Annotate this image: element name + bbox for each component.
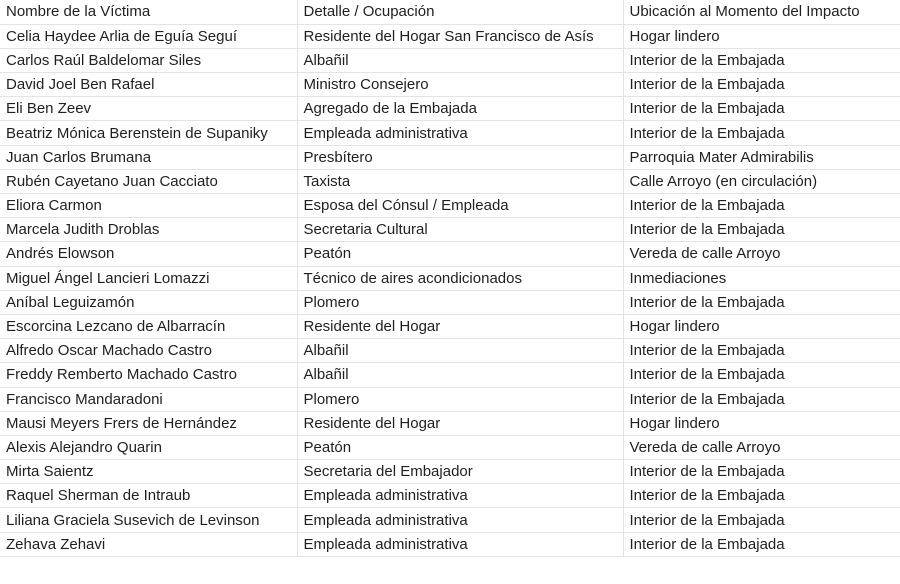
- cell-location[interactable]: Parroquia Mater Admirabilis: [623, 145, 900, 169]
- cell-location[interactable]: Interior de la Embajada: [623, 532, 900, 556]
- cell-location[interactable]: Interior de la Embajada: [623, 387, 900, 411]
- cell-occupation[interactable]: Presbítero: [297, 145, 623, 169]
- cell-occupation[interactable]: Secretaria del Embajador: [297, 460, 623, 484]
- cell-occupation[interactable]: Albañil: [297, 48, 623, 72]
- table-row: [0, 48, 900, 72]
- cell-occupation[interactable]: Residente del Hogar San Francisco de Asís: [297, 24, 623, 48]
- cell-occupation[interactable]: Peatón: [297, 435, 623, 459]
- cell-occupation[interactable]: Taxista: [297, 169, 623, 193]
- cell-occupation[interactable]: Secretaria Cultural: [297, 218, 623, 242]
- cell-name[interactable]: Eliora Carmon: [0, 194, 297, 218]
- table-row: [0, 73, 900, 97]
- cell-name[interactable]: Aníbal Leguizamón: [0, 290, 297, 314]
- cell-name[interactable]: Liliana Graciela Susevich de Levinson: [0, 508, 297, 532]
- cell-name[interactable]: Zehava Zehavi: [0, 532, 297, 556]
- cell-name[interactable]: Mausi Meyers Frers de Hernández: [0, 411, 297, 435]
- cell-location[interactable]: Vereda de calle Arroyo: [623, 242, 900, 266]
- cell-occupation[interactable]: Residente del Hogar: [297, 411, 623, 435]
- cell-occupation[interactable]: Plomero: [297, 290, 623, 314]
- cell-name[interactable]: Raquel Sherman de Intraub: [0, 484, 297, 508]
- cell-location[interactable]: Interior de la Embajada: [623, 508, 900, 532]
- table-row: [0, 435, 900, 459]
- table-row: [0, 145, 900, 169]
- table-row: [0, 460, 900, 484]
- cell-name[interactable]: Beatriz Mónica Berenstein de Supaniky: [0, 121, 297, 145]
- cell-location[interactable]: Interior de la Embajada: [623, 363, 900, 387]
- cell-name[interactable]: Eli Ben Zeev: [0, 97, 297, 121]
- cell-name[interactable]: Carlos Raúl Baldelomar Siles: [0, 48, 297, 72]
- cell-occupation[interactable]: Esposa del Cónsul / Empleada: [297, 194, 623, 218]
- cell-occupation[interactable]: Ministro Consejero: [297, 73, 623, 97]
- cell-name[interactable]: Escorcina Lezcano de Albarracín: [0, 314, 297, 338]
- cell-occupation[interactable]: Residente del Hogar: [297, 314, 623, 338]
- cell-location[interactable]: Interior de la Embajada: [623, 460, 900, 484]
- cell-location[interactable]: Hogar lindero: [623, 314, 900, 338]
- cell-occupation[interactable]: Empleada administrativa: [297, 121, 623, 145]
- cell-name[interactable]: Marcela Judith Droblas: [0, 218, 297, 242]
- table-row: [0, 339, 900, 363]
- cell-name[interactable]: Mirta Saientz: [0, 460, 297, 484]
- cell-location[interactable]: Calle Arroyo (en circulación): [623, 169, 900, 193]
- table-row: [0, 218, 900, 242]
- table-row: [0, 242, 900, 266]
- cell-occupation[interactable]: Plomero: [297, 387, 623, 411]
- cell-location[interactable]: Interior de la Embajada: [623, 484, 900, 508]
- cell-location[interactable]: Vereda de calle Arroyo: [623, 435, 900, 459]
- cell-occupation[interactable]: Peatón: [297, 242, 623, 266]
- table-row: [0, 290, 900, 314]
- cell-name[interactable]: Francisco Mandaradoni: [0, 387, 297, 411]
- table-row: [0, 97, 900, 121]
- cell-location[interactable]: Interior de la Embajada: [623, 218, 900, 242]
- cell-name[interactable]: Freddy Remberto Machado Castro: [0, 363, 297, 387]
- table-row: [0, 411, 900, 435]
- cell-name[interactable]: Miguel Ángel Lancieri Lomazzi: [0, 266, 297, 290]
- table-row: [0, 194, 900, 218]
- table-row: [0, 24, 900, 48]
- cell-name[interactable]: David Joel Ben Rafael: [0, 73, 297, 97]
- cell-name[interactable]: Alfredo Oscar Machado Castro: [0, 339, 297, 363]
- cell-location[interactable]: Interior de la Embajada: [623, 290, 900, 314]
- table-row: [0, 169, 900, 193]
- cell-name[interactable]: Celia Haydee Arlia de Eguía Seguí: [0, 24, 297, 48]
- cell-location[interactable]: Interior de la Embajada: [623, 339, 900, 363]
- header-cell-location[interactable]: Ubicación al Momento del Impacto: [623, 0, 900, 24]
- table-row: [0, 121, 900, 145]
- header-cell-name[interactable]: Nombre de la Víctima: [0, 0, 297, 24]
- table-row: [0, 508, 900, 532]
- cell-location[interactable]: Inmediaciones: [623, 266, 900, 290]
- header-cell-occupation[interactable]: Detalle / Ocupación: [297, 0, 623, 24]
- cell-occupation[interactable]: Agregado de la Embajada: [297, 97, 623, 121]
- cell-name[interactable]: Alexis Alejandro Quarin: [0, 435, 297, 459]
- cell-occupation[interactable]: Empleada administrativa: [297, 532, 623, 556]
- table-row: [0, 387, 900, 411]
- table-row: [0, 484, 900, 508]
- cell-location[interactable]: Interior de la Embajada: [623, 194, 900, 218]
- table-row: [0, 266, 900, 290]
- cell-location[interactable]: Interior de la Embajada: [623, 48, 900, 72]
- table-row: [0, 314, 900, 338]
- cell-occupation[interactable]: Empleada administrativa: [297, 508, 623, 532]
- cell-location[interactable]: Interior de la Embajada: [623, 97, 900, 121]
- cell-location[interactable]: Hogar lindero: [623, 24, 900, 48]
- table-row: [0, 532, 900, 556]
- cell-occupation[interactable]: Albañil: [297, 363, 623, 387]
- table-row: [0, 363, 900, 387]
- cell-location[interactable]: Interior de la Embajada: [623, 73, 900, 97]
- header-row: [0, 0, 900, 24]
- cell-location[interactable]: Interior de la Embajada: [623, 121, 900, 145]
- cell-occupation[interactable]: Técnico de aires acondicionados: [297, 266, 623, 290]
- cell-name[interactable]: Rubén Cayetano Juan Cacciato: [0, 169, 297, 193]
- cell-name[interactable]: Juan Carlos Brumana: [0, 145, 297, 169]
- cell-occupation[interactable]: Albañil: [297, 339, 623, 363]
- cell-name[interactable]: Andrés Elowson: [0, 242, 297, 266]
- cell-location[interactable]: Hogar lindero: [623, 411, 900, 435]
- cell-occupation[interactable]: Empleada administrativa: [297, 484, 623, 508]
- table-body: [0, 24, 900, 556]
